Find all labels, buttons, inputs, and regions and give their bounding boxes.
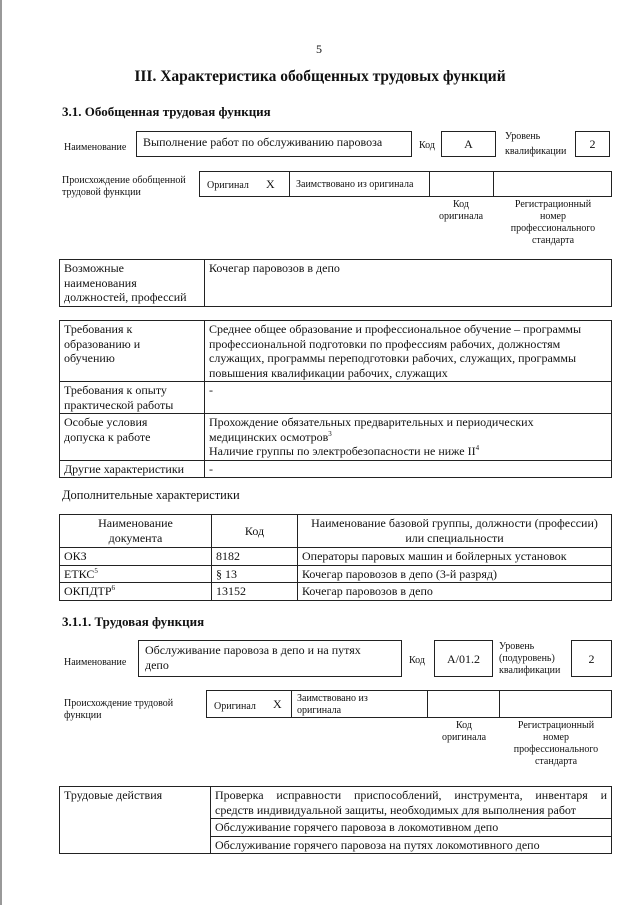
code-cell: 8182 [212, 548, 298, 566]
otf-name-label: Наименование [64, 142, 127, 153]
tf-code-box [434, 640, 493, 677]
caption-line: профессионального [510, 223, 596, 234]
tf-origin-label [64, 698, 173, 722]
tf-level-box [571, 640, 612, 677]
tf-origin-line: Происхождение трудовой [64, 698, 174, 709]
tf-level-line: (подуровень) [499, 653, 555, 664]
table-row [60, 321, 612, 382]
req-label-cell [60, 321, 205, 382]
label-line: наименования [64, 275, 137, 290]
tf-origin-line: функции [64, 710, 102, 721]
action-line: средств индивидуальной защиты, необходимых для выполнения работ [215, 802, 577, 817]
header-cell [212, 515, 298, 548]
req-label-cell [60, 460, 205, 478]
doc-name: ЕТКС [64, 566, 95, 581]
otf-code-box [441, 131, 496, 157]
label-line: Возможные [64, 261, 124, 275]
otf-code-orig-caption [430, 199, 492, 223]
table-row [60, 260, 612, 307]
req-line: - [209, 461, 213, 476]
footnote-ref: 4 [475, 444, 480, 452]
doc-cell [60, 583, 212, 601]
page-number: 5 [316, 42, 322, 56]
action-line: Проверка исправности приспособлений, инструмента, инвентаря и [215, 788, 607, 802]
req-line: повышения квалификации рабочих, служащих [209, 365, 448, 380]
caption-line: стандарта [531, 235, 575, 246]
req-value-cell [205, 414, 612, 461]
table-row [60, 382, 612, 414]
req-value-cell [205, 321, 612, 382]
tf-level-value: 2 [588, 652, 595, 666]
req-value-cell [205, 460, 612, 478]
req-label-cell [60, 414, 205, 461]
name-cell: Кочегар паровозов в депо (3-й разряд) [298, 565, 612, 583]
action-line: Обслуживание горячего паровоза на путях локомотивного депо [215, 837, 540, 852]
doc-name: ОКПДТР [64, 584, 112, 598]
req-line-text: Наличие группы по электробезопасности не ниже II [209, 444, 476, 458]
doc-name: ОКЗ [64, 549, 87, 563]
req-line: служащих, программы переподготовки рабочих, служащих, программы [209, 351, 577, 365]
otf-level-label [505, 131, 566, 158]
otf-reg-caption [494, 199, 612, 247]
otf-code-label: Код [419, 140, 435, 151]
otf-origin-line1: Происхождение обобщенной [62, 175, 186, 186]
otf-original-label: Оригинал [207, 180, 249, 191]
section-title: III. Характеристика обобщенных трудовых функций [134, 68, 506, 85]
otf-name-box [136, 131, 412, 157]
actions-label: Трудовые действия [64, 788, 163, 802]
otf-level-label-line1: Уровень [505, 131, 541, 142]
doc-cell [60, 548, 212, 566]
otf-name-value: Выполнение работ по обслуживанию паровоза [143, 135, 383, 149]
caption-line: Код [456, 720, 472, 731]
label-line: практической работы [64, 397, 174, 412]
divider [427, 691, 428, 717]
footnote-ref: 6 [111, 584, 116, 592]
header-cell [60, 515, 212, 548]
actions-label-cell [60, 787, 211, 854]
req-line: - [209, 383, 213, 397]
requirements-table [59, 320, 612, 478]
tf-code-label: Код [409, 655, 425, 666]
tf-level-line: квалификации [499, 665, 561, 676]
additional-table [59, 514, 612, 601]
tf-reg-caption [500, 720, 612, 768]
tf-name-box [138, 640, 402, 677]
caption-line: оригинала [438, 211, 484, 222]
name-cell: Кочегар паровозов в депо [298, 583, 612, 601]
req-label-cell [60, 382, 205, 414]
additional-heading: Дополнительные характеристики [62, 488, 240, 502]
divider [493, 172, 494, 196]
req-value-cell [205, 382, 612, 414]
code-cell: § 13 [212, 565, 298, 583]
otf-level-box [575, 131, 610, 157]
otf-code-value: А [464, 137, 473, 151]
caption-line: профессионального [513, 744, 599, 755]
positions-value-cell [205, 260, 612, 307]
tf-level-line: Уровень [499, 641, 535, 652]
otf-level-value: 2 [589, 137, 596, 151]
divider [499, 691, 500, 717]
otf-heading: 3.1. Обобщенная трудовая функция [62, 104, 271, 119]
label-line: образованию и [64, 336, 141, 351]
req-line [209, 430, 607, 445]
otf-origin-line2: трудовой функции [62, 187, 141, 198]
table-row [60, 565, 612, 583]
header-line: Наименование [98, 516, 173, 530]
table-row [60, 460, 612, 478]
divider [429, 172, 430, 196]
caption-line: Регистрационный [514, 199, 592, 210]
tf-borrowed-label [297, 693, 368, 717]
label-line: обучению [64, 351, 115, 365]
otf-borrowed-label: Заимствовано из оригинала [296, 179, 414, 190]
action-cell [211, 787, 612, 819]
req-line-text: медицинских осмотров [209, 429, 329, 444]
action-cell [211, 836, 612, 854]
label-line: Требования к [64, 322, 133, 336]
positions-table [59, 259, 612, 307]
footnote-ref: 3 [328, 429, 332, 438]
tf-borrowed-line: Заимствовано из [297, 693, 368, 704]
req-line: профессиональной подготовки по профессиям рабочих, должностям [209, 336, 561, 351]
otf-original-mark: X [266, 177, 275, 191]
req-line [209, 444, 607, 459]
tf-original-mark: X [273, 697, 282, 711]
tf-heading: 3.1.1. Трудовая функция [62, 614, 205, 629]
tf-origin-box [206, 690, 612, 718]
header-line: или специальности [405, 530, 504, 545]
doc-cell [60, 565, 212, 583]
table-row [60, 787, 612, 819]
caption-line: оригинала [441, 732, 487, 743]
scan-edge [0, 0, 2, 905]
divider [289, 172, 290, 196]
tf-original-label: Оригинал [214, 701, 256, 712]
tf-code-orig-caption [430, 720, 498, 744]
caption-line: номер [543, 732, 569, 743]
tf-code-value: A/01.2 [447, 652, 480, 666]
table-row [60, 515, 612, 548]
positions-value: Кочегар паровозов в депо [209, 261, 340, 275]
table-row [60, 548, 612, 566]
label-line: Особые условия [64, 415, 148, 429]
tf-name-line: депо [145, 658, 169, 672]
req-line: Среднее общее образование и профессиональное обучение – программы [209, 322, 582, 336]
label-line: допуска к работе [64, 429, 151, 444]
caption-line: номер [540, 211, 566, 222]
header-line: документа [108, 530, 163, 545]
caption-line: Регистрационный [517, 720, 595, 731]
caption-line: Код [453, 199, 469, 210]
footnote-ref: 5 [94, 566, 98, 575]
positions-label-cell [60, 260, 205, 307]
otf-origin-box [199, 171, 612, 197]
caption-line: стандарта [534, 756, 578, 767]
table-row [60, 414, 612, 461]
table-row [60, 583, 612, 601]
header-line: Наименование базовой группы, должности (профессии) [311, 516, 598, 530]
header-cell [298, 515, 612, 548]
tf-level-label [499, 641, 560, 677]
header-line: Код [244, 523, 265, 538]
label-line: Другие характеристики [64, 461, 185, 476]
actions-table [59, 786, 612, 854]
code-cell: 13152 [212, 583, 298, 601]
tf-name-label: Наименование [64, 657, 127, 668]
tf-name-line: Обслуживание паровоза в депо и на путях [145, 643, 361, 657]
action-line: Обслуживание горячего паровоза в локомотивном депо [215, 820, 499, 834]
name-cell: Операторы паровых машин и бойлерных установок [298, 548, 612, 566]
divider [291, 691, 292, 717]
req-line: Прохождение обязательных предварительных и периодических [209, 415, 534, 429]
otf-level-label-line2: квалификации [505, 146, 567, 157]
tf-borrowed-line: оригинала [297, 705, 342, 716]
otf-origin-label [62, 175, 186, 199]
label-line: должностей, профессий [64, 290, 187, 304]
action-cell [211, 819, 612, 837]
label-line: Требования к опыту [64, 383, 167, 397]
